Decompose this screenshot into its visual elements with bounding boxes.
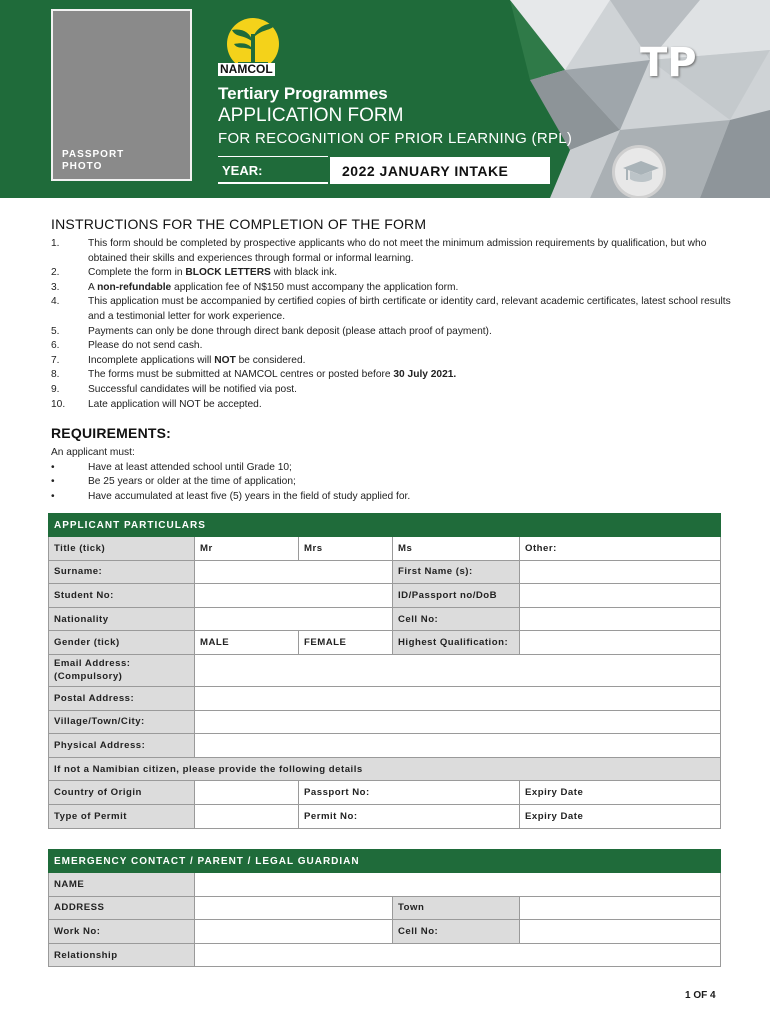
requirements-heading: REQUIREMENTS: (51, 425, 172, 441)
first-names-label: First Name (s): (393, 560, 520, 584)
instruction-item (51, 368, 731, 383)
permit-type-field[interactable] (195, 804, 299, 828)
passport-expiry-field[interactable]: Expiry Date (520, 781, 721, 805)
cell-no-label: Cell No: (393, 607, 520, 631)
requirements-intro: An applicant must: (51, 447, 135, 458)
title-option-mr[interactable]: Mr (195, 537, 299, 561)
instructions-list (51, 237, 731, 412)
surname-label: Surname: (49, 560, 195, 584)
permit-type-label: Type of Permit (49, 804, 195, 828)
instruction-number: 9. (51, 383, 60, 395)
year-value: 2022 JANUARY INTAKE (342, 163, 509, 179)
year-label-box (218, 156, 328, 184)
applicant-heading: APPLICANT PARTICULARS (49, 514, 721, 537)
year-field[interactable] (330, 157, 550, 184)
bullet-icon: • (51, 461, 55, 473)
village-town-city-label: Village/Town/City: (49, 710, 195, 734)
header-banner (0, 0, 770, 198)
instruction-text-bold: BLOCK LETTERS (185, 267, 271, 279)
applicant-particulars-table (48, 513, 721, 829)
postal-address-label: Postal Address: (49, 686, 195, 710)
instruction-item (51, 339, 731, 354)
gender-option-female[interactable]: FEMALE (299, 631, 393, 655)
country-origin-label: Country of Origin (49, 781, 195, 805)
instruction-number: 1. (51, 238, 60, 249)
bullet-icon: • (51, 476, 55, 488)
emergency-relationship-field[interactable] (195, 943, 721, 967)
title-option-other[interactable]: Other: (520, 537, 721, 561)
instruction-text-bold: non-refundable (97, 281, 172, 293)
instruction-text: Payments can only be done through direct bank deposit (please attach proof of payment). (88, 325, 492, 337)
form-title: APPLICATION FORM (218, 105, 404, 126)
email-field[interactable] (195, 654, 721, 686)
instruction-number: 6. (51, 340, 60, 352)
instruction-text-post: application fee of N$150 must accompany the application form. (171, 281, 459, 293)
instruction-number: 8. (51, 369, 60, 381)
title-label: Title (tick) (49, 537, 195, 561)
instruction-number: 7. (51, 354, 60, 366)
highest-qualification-label: Highest Qualification: (393, 631, 520, 655)
id-passport-label: ID/Passport no/DoB (393, 584, 520, 608)
instruction-item (51, 354, 731, 369)
requirements-list (51, 461, 731, 505)
cell-no-field[interactable] (520, 607, 721, 631)
nationality-label: Nationality (49, 607, 195, 631)
instruction-number: 5. (51, 325, 60, 337)
postal-address-field[interactable] (195, 686, 721, 710)
page-number: 1 OF 4 (685, 990, 716, 1001)
passport-no-field[interactable]: Passport No: (299, 781, 520, 805)
logo-text: NAMCOL (220, 62, 273, 76)
permit-expiry-field[interactable]: Expiry Date (520, 804, 721, 828)
instruction-text-bold: NOT (214, 354, 236, 366)
emergency-address-field[interactable] (195, 896, 393, 920)
gender-label: Gender (tick) (49, 631, 195, 655)
passport-photo-label: PASSPORT PHOTO (62, 149, 125, 172)
requirement-item (51, 461, 731, 476)
emergency-contact-table (48, 849, 721, 967)
instruction-item (51, 295, 731, 324)
instruction-text-pre: A (88, 281, 98, 293)
emergency-cell-no-field[interactable] (520, 920, 721, 944)
instruction-item (51, 398, 731, 413)
instruction-text (88, 354, 731, 369)
permit-no-field[interactable]: Permit No: (299, 804, 520, 828)
gender-option-male[interactable]: MALE (195, 631, 299, 655)
instruction-text: Please do not send cash. (88, 340, 203, 352)
id-passport-field[interactable] (520, 584, 721, 608)
instruction-text: Successful candidates will be notified via post. (88, 383, 297, 395)
instruction-text-pre: Complete the form in (88, 267, 186, 279)
graduation-cap-icon (612, 145, 666, 198)
emergency-town-label: Town (393, 896, 520, 920)
emergency-work-no-field[interactable] (195, 920, 393, 944)
instruction-text-pre: Incomplete applications will (88, 354, 215, 366)
instructions-heading: INSTRUCTIONS FOR THE COMPLETION OF THE FORM (51, 216, 427, 232)
physical-address-field[interactable] (195, 734, 721, 758)
instruction-number: 10. (51, 398, 66, 410)
requirement-item (51, 490, 731, 505)
emergency-name-label: NAME (49, 873, 195, 897)
instruction-text: Late application will NOT be accepted. (88, 398, 262, 410)
emergency-name-field[interactable] (195, 873, 721, 897)
emergency-address-label: ADDRESS (49, 896, 195, 920)
highest-qualification-field[interactable] (520, 631, 721, 655)
non-namibian-note: If not a Namibian citizen, please provide the following details (49, 757, 721, 781)
instruction-text: This application must be accompanied by certified copies of birth certificate or identity card, relevant academic certificates, latest school results and a testimonial letter for work experience. (88, 296, 731, 322)
surname-field[interactable] (195, 560, 393, 584)
instruction-text: This form should be completed by prospective applicants who do not meet the minimum admission requirements by qualification, but who obtained their skills and experiences through formal or informal learning. (88, 238, 707, 264)
bullet-icon: • (51, 490, 55, 502)
student-no-field[interactable] (195, 584, 393, 608)
instruction-item (51, 266, 731, 281)
form-subtitle: FOR RECOGNITION OF PRIOR LEARNING (RPL) (218, 130, 573, 147)
requirement-text: Have accumulated at least five (5) years in the field of study applied for. (88, 490, 411, 502)
instruction-item (51, 325, 731, 340)
emergency-heading: EMERGENCY CONTACT / PARENT / LEGAL GUARDIAN (49, 850, 721, 873)
country-origin-field[interactable] (195, 781, 299, 805)
title-option-ms[interactable]: Ms (393, 537, 520, 561)
instruction-text (88, 281, 731, 296)
tp-badge: TP (640, 40, 697, 86)
instruction-number: 3. (51, 281, 60, 293)
nationality-field[interactable] (195, 607, 393, 631)
requirement-item (51, 475, 731, 490)
student-no-label: Student No: (49, 584, 195, 608)
physical-address-label: Physical Address: (49, 734, 195, 758)
year-label: YEAR: (222, 163, 263, 178)
instruction-text (88, 368, 731, 383)
instruction-item (51, 281, 731, 296)
instruction-text-pre: The forms must be submitted at NAMCOL centres or posted before (88, 369, 394, 381)
instruction-item (51, 237, 731, 266)
emergency-relationship-label: Relationship (49, 943, 195, 967)
instruction-item (51, 383, 731, 398)
instruction-text-post: be considered. (235, 354, 306, 366)
emergency-work-no-label: Work No: (49, 920, 195, 944)
instruction-text (88, 266, 731, 281)
requirement-text: Have at least attended school until Grade 10; (88, 461, 292, 473)
requirement-text: Be 25 years or older at the time of application; (88, 476, 296, 488)
instruction-text-post: with black ink. (270, 267, 338, 279)
email-label: Email Address: (Compulsory) (49, 654, 195, 686)
emergency-town-field[interactable] (520, 896, 721, 920)
instruction-text-bold: 30 July 2021. (393, 369, 457, 381)
requirements-block (51, 446, 731, 504)
instruction-number: 4. (51, 296, 60, 308)
passport-photo-box[interactable] (51, 9, 192, 181)
instruction-number: 2. (51, 267, 60, 279)
programme-title: Tertiary Programmes (218, 84, 388, 103)
emergency-cell-no-label: Cell No: (393, 920, 520, 944)
title-option-mrs[interactable]: Mrs (299, 537, 393, 561)
village-town-city-field[interactable] (195, 710, 721, 734)
first-names-field[interactable] (520, 560, 721, 584)
